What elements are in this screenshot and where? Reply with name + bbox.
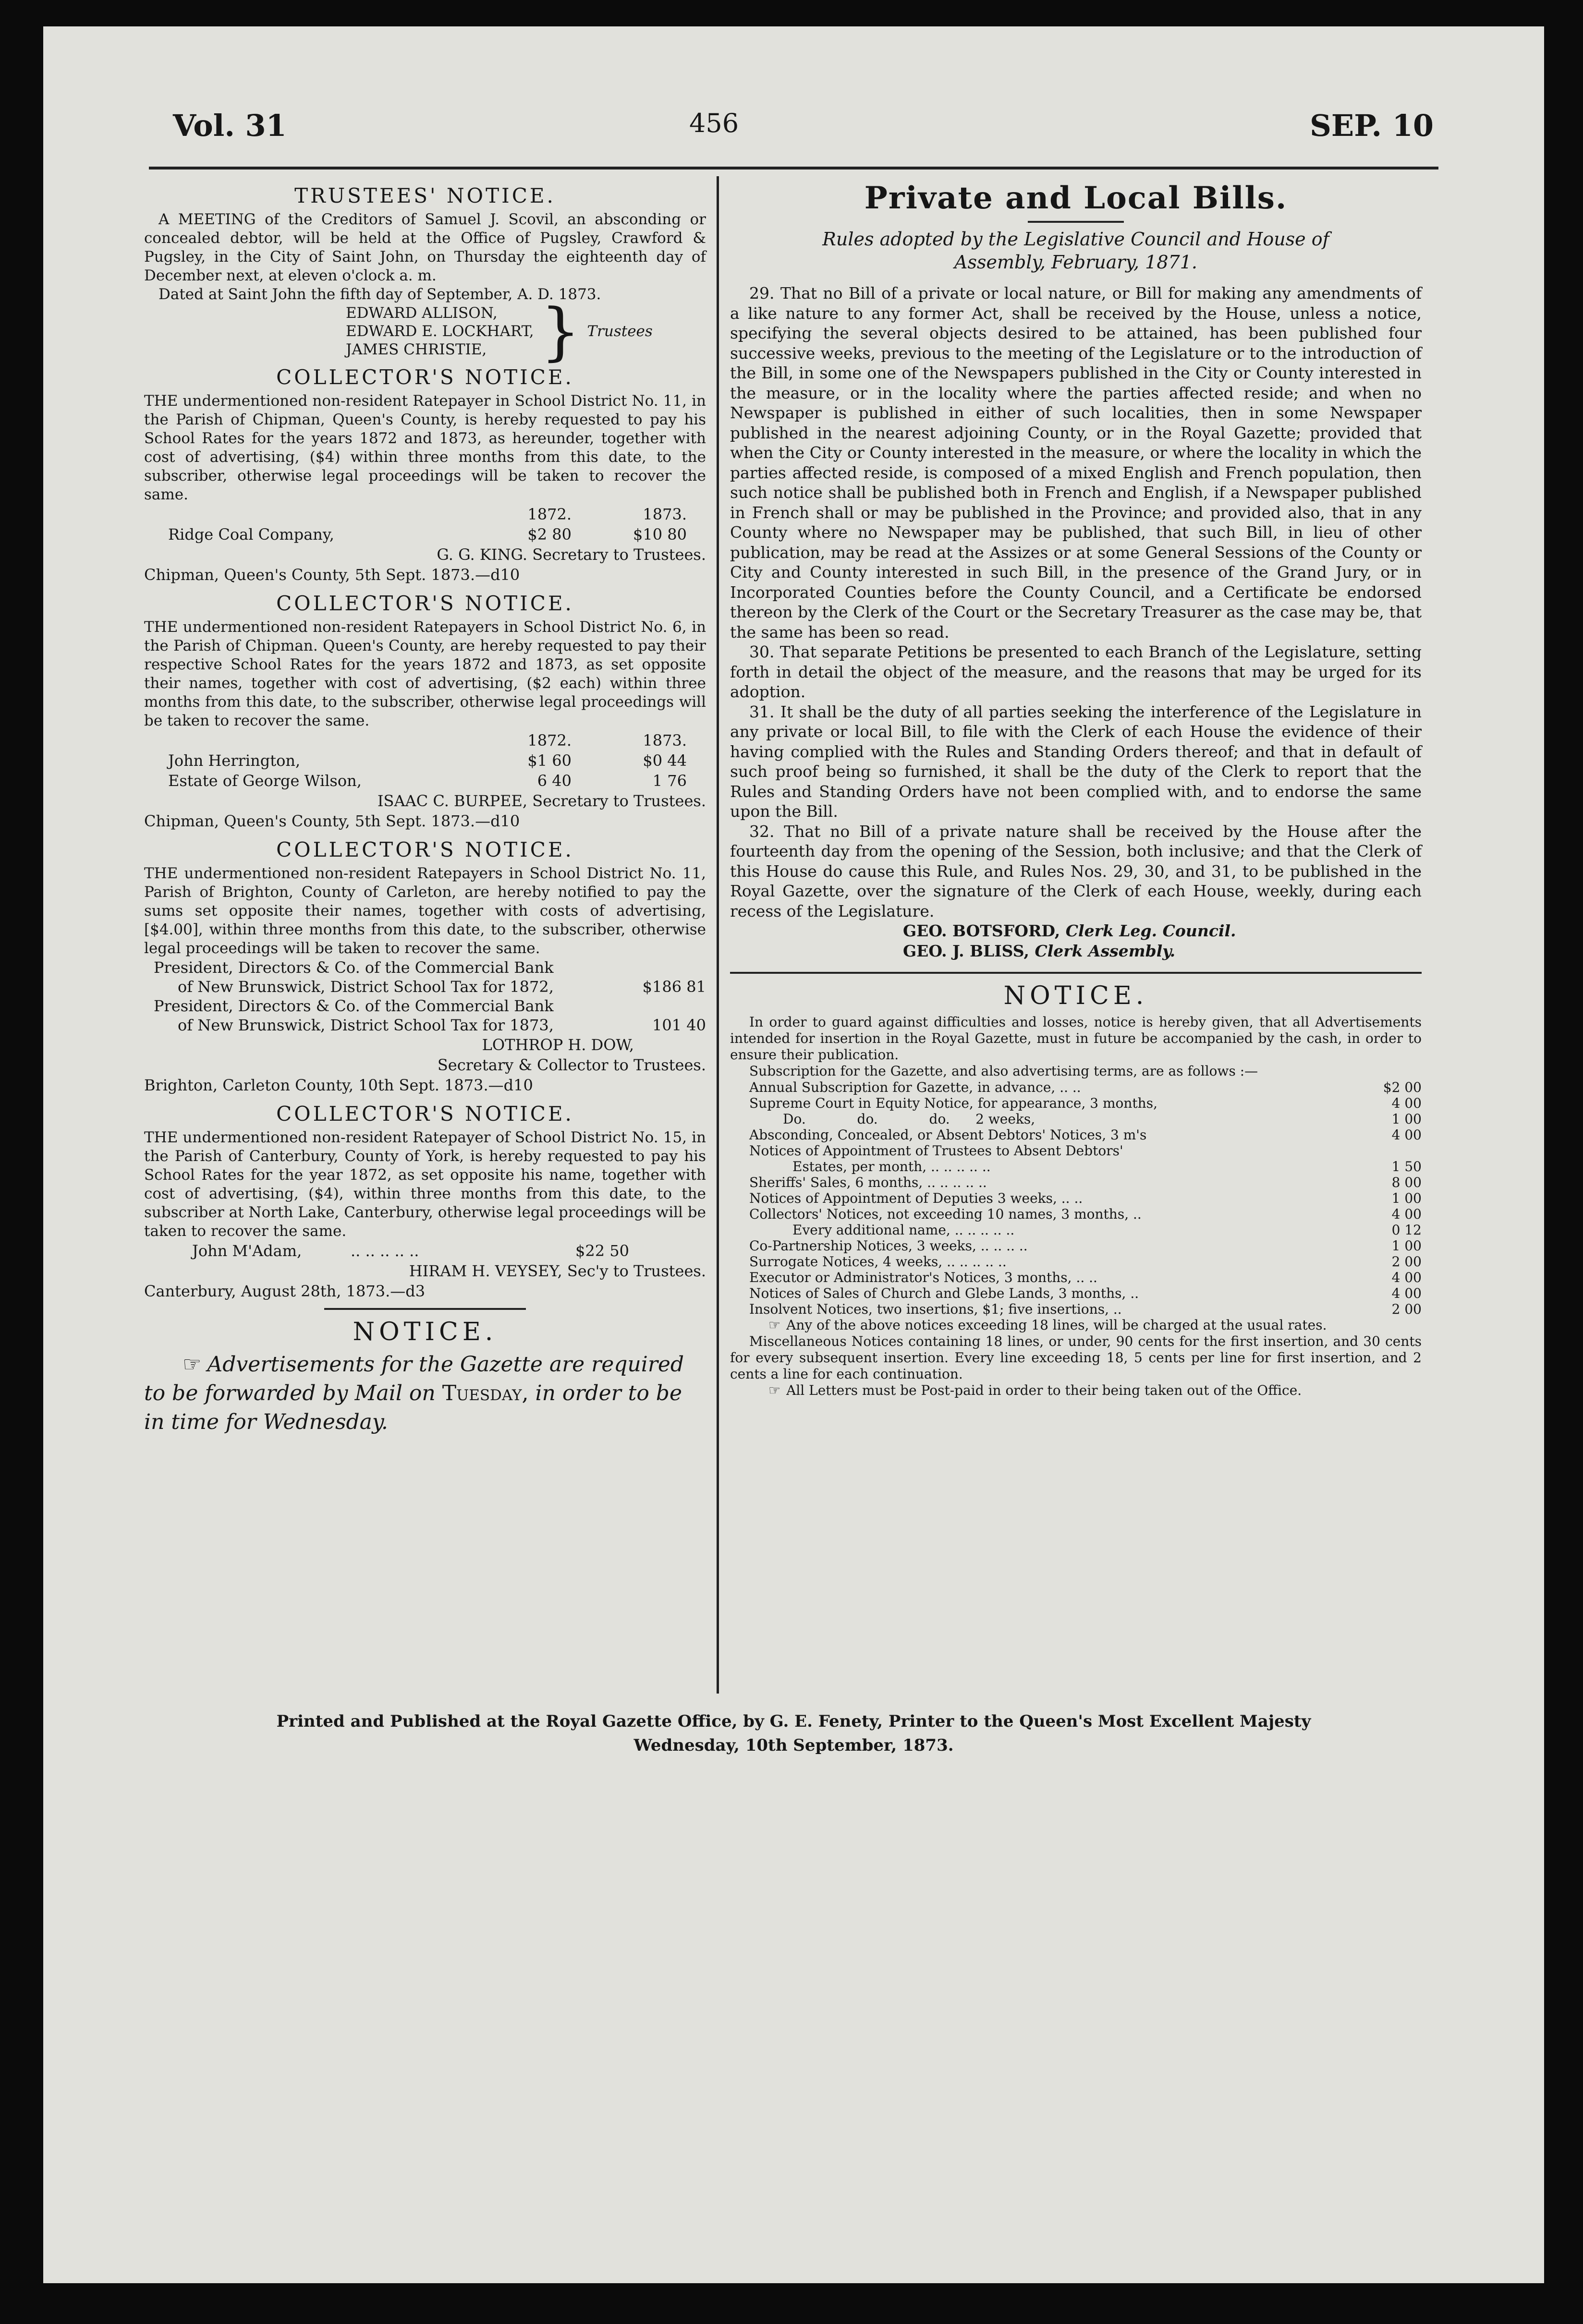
- rate-row: Notices of Appointment of Deputies 3 weeks, .. .. 1 00: [749, 1190, 1422, 1206]
- pointing-hand-icon: ☞: [183, 1352, 202, 1377]
- rate-row: Surrogate Notices, 4 weeks, .. .. .. .. .. 2 00: [749, 1254, 1422, 1270]
- rate-row: Sheriffs' Sales, 6 months, .. .. .. .. .. 8 00: [749, 1174, 1422, 1190]
- rate-row: Executor or Administrator's Notices, 3 months, .. .. 4 00: [749, 1270, 1422, 1285]
- header-rule: [149, 167, 1438, 169]
- trustees-role: Trustees: [587, 323, 653, 340]
- collector-notice-brighton: [144, 838, 706, 1095]
- signature: G. G. KING. Secretary to Trustees.: [437, 545, 706, 564]
- bank-row: of New Brunswick, District School Tax for 1873, 101 40: [178, 1016, 706, 1034]
- rate-row: Insolvent Notices, two insertions, $1; five insertions, .. 2 00: [749, 1301, 1422, 1317]
- trustee-name: EDWARD ALLISON,: [346, 304, 498, 322]
- rate-row: Every additional name, .. .. .. .. .. 0 12: [792, 1222, 1422, 1238]
- signature-name: LOTHROP H. DOW,: [482, 1036, 634, 1054]
- clerk-signature: GEO. J. BLISS, Clerk Assembly.: [903, 942, 1176, 960]
- notice-body: THE undermentioned non-resident Ratepayers in School District No. 11, Parish of Brighton, County of Carleton, are hereby notified to pay the sums set opposite their names, together with costs of advertising, [$4.00], within three months from this date, to the subscriber, otherwise legal proceedings will be taken to recover the same.: [144, 865, 706, 957]
- signature-role: Secretary & Collector to Trustees.: [437, 1056, 706, 1074]
- brace-glyph: }: [540, 295, 581, 368]
- notice-body: THE undermentioned non-resident Ratepayers in School District No. 6, in the Parish of Chipman. Queen's County, are hereby requested to pay their respective School Rates for the years 1872 and 1873, as set opposite their names, together with cost of advertising, ($2 each) within three months from this date, to the subscriber, otherwise legal proceedings will be taken to recover the same.: [144, 618, 706, 729]
- ratepayer-row: Estate of George Wilson, 6 40 1 76: [168, 772, 687, 790]
- notice-title: NOTICE.: [1003, 981, 1148, 1010]
- rate-row: Do. do. do. 2 weeks, 1 00: [783, 1111, 1422, 1127]
- right-column: [730, 180, 1422, 1399]
- rate-row: Co-Partnership Notices, 3 weeks, .. .. .. .. 1 00: [749, 1238, 1422, 1254]
- notice-paragraph: Miscellaneous Notices containing 18 lines, or under, 90 cents for the first insertion, and 30 cents for every subsequent insertion. Every line exceeding 18, 5 cents per line for first insertion, and 2 cents a line for each continuation.: [730, 1333, 1422, 1382]
- rate-row: Annual Subscription for Gazette, in advance, .. .. $2 00: [749, 1079, 1422, 1095]
- clerk-signature: GEO. BOTSFORD, Clerk Leg. Council.: [903, 921, 1236, 940]
- bills-subtitle: Rules adopted by the Legislative Council and House of Assembly, February, 1871.: [822, 229, 1329, 273]
- rate-row: Notices of Sales of Church and Glebe Lands, 3 months, .. 4 00: [749, 1285, 1422, 1301]
- left-column: [144, 180, 706, 1437]
- pointing-hand-icon: ☞: [768, 1317, 781, 1333]
- rate-row: Supreme Court in Equity Notice, for appearance, 3 months, 4 00: [749, 1095, 1422, 1111]
- imprint-line: Printed and Published at the Royal Gazette Office, by G. E. Fenety, Printer to the Queen's Most Excellent Majesty: [276, 1712, 1311, 1731]
- title-rule: [1028, 221, 1124, 223]
- bank-tax-list: [144, 958, 706, 1035]
- rates-table: [730, 1079, 1422, 1317]
- signature: HIRAM H. VEYSEY, Sec'y to Trustees.: [409, 1262, 706, 1280]
- notice-title: COLLECTOR'S NOTICE.: [276, 365, 574, 389]
- collector-notice-chipman-11: [144, 365, 706, 585]
- rate-row: Estates, per month, .. .. .. .. .. 1 50: [792, 1159, 1422, 1174]
- imprint-date: Wednesday, 10th September, 1873.: [633, 1736, 954, 1755]
- dateline: Chipman, Queen's County, 5th Sept. 1873.—d10: [144, 812, 520, 830]
- volume-label: Vol. 31: [173, 108, 287, 143]
- ratepayer-row: John M'Adam, .. .. .. .. .. $22 50: [192, 1242, 629, 1260]
- dateline: Chipman, Queen's County, 5th Sept. 1873.—d10: [144, 566, 520, 584]
- trustees-notice-title: TRUSTEES' NOTICE.: [294, 184, 556, 207]
- trustee-name: EDWARD E. LOCKHART,: [346, 323, 534, 340]
- pointing-hand-icon: ☞: [768, 1382, 781, 1398]
- column-divider: [717, 176, 719, 1694]
- bank-row: of New Brunswick, District School Tax for 1872, $186 81: [178, 978, 706, 996]
- collector-notice-canterbury: [144, 1102, 706, 1301]
- notice-title: COLLECTOR'S NOTICE.: [276, 592, 574, 615]
- notice-body: THE undermentioned non-resident Ratepayer of School District No. 15, in the Parish of Canterbury, County of York, is hereby requested to pay his School Rates for the year 1872, as set opposite his name, together with cost of advertising, ($4), within three months from this date, to the subscriber at North Lake, Canterbury, otherwise legal proceedings will be taken to recover the same.: [144, 1129, 706, 1240]
- years-row: 1872. 1873.: [527, 505, 687, 523]
- notice-paragraph: In order to guard against difficulties and losses, notice is hereby given, that all Advertisements intended for insertion in the Royal Gazette, must in future be accompanied by the cash, in order to ensure their publication.: [730, 1014, 1422, 1063]
- gazette-page: [43, 26, 1544, 2283]
- notice-paragraph: Subscription for the Gazette, and also advertising terms, are as follows :—: [749, 1063, 1258, 1079]
- right-notice: [730, 981, 1422, 1399]
- bills-rules: [730, 283, 1422, 921]
- trustee-name: JAMES CHRISTIE,: [346, 341, 487, 358]
- ratepayer-row: Ridge Coal Company, $2 80 $10 80: [168, 525, 687, 544]
- notice-title: NOTICE.: [353, 1318, 498, 1346]
- years-row: 1872. 1873.: [527, 731, 687, 750]
- trustees-notice-dated: Dated at Saint John the fifth day of September, A. D. 1873.: [158, 286, 601, 303]
- rule-31: 31. It shall be the duty of all parties seeking the interference of the Legislature in any private or local Bill, to file with the Clerk of each House the evidence of their having complied with the Rules and Standing Orders thereof; and that in default of such proof being so furnished, it shall be the duty of the Clerk to report that the Rules and Standing Orders have not been complied with, and to endorse the same upon the Bill.: [730, 702, 1422, 821]
- collector-notice-chipman-6: [144, 592, 706, 831]
- rule-29: 29. That no Bill of a private or local nature, or Bill for making any amendments of a like nature to any former Act, shall be received by the House, unless a notice, specifying the several objects desired to be attained, has been published four successive weeks, previous to the meeting of the Legislature or to the introduction of the Bill, in some one of the Newspapers published in the City or County interested in the measure, or in the locality where the parties affected reside; and when no Newspaper is published in either of such localities, then in some Newspaper published in the nearest adjoining County, or in the Royal Gazette; provided that when the City or County interested in the measure, or where the locality in which the parties affected reside, is composed of a mixed English and French population, then such notice shall be published both in French and English, if a Newspaper published in French shall or may be published in the Province; and provided also, that in any County where no Newspaper may be published, that such Bill, in lieu of other publication, may be read at the Assizes or at some General Sessions of the County or City and County interested in such Bill, in the presence of the Grand Jury, or in Incorporated Counties before the County Council, and a Certificate be endorsed thereon by the Clerk of the Court or the Secretary Treasurer as the case may be, that the same has been so read.: [730, 284, 1422, 642]
- page-number: 456: [689, 108, 739, 138]
- notice-title: COLLECTOR'S NOTICE.: [276, 1102, 574, 1126]
- notice-text: ☞ Advertisements for the Gazette are required to be forwarded by Mail on Tuesday, in order to be in time for Wednesday.: [144, 1350, 706, 1437]
- rule-30: 30. That separate Petitions be presented to each Branch of the Legislature, setting forth in detail the object of the measure, and the reasons that may be urged for its adoption.: [730, 642, 1422, 701]
- trustees-list: [346, 295, 706, 368]
- section-rule: [730, 972, 1422, 974]
- notice-body: THE undermentioned non-resident Ratepayer in School District No. 11, in the Parish of Chipman, Queen's County, is hereby requested to pay his School Rates for the years 1872 and 1873, as hereunder, together with cost of advertising, ($4) within three months from this date, to the subscriber, otherwise legal proceedings will be taken to recover the same.: [144, 392, 706, 503]
- signature: ISAAC C. BURPEE, Secretary to Trustees.: [377, 792, 706, 810]
- left-notice: [144, 1318, 706, 1437]
- dateline: Canterbury, August 28th, 1873.—d3: [144, 1282, 426, 1300]
- rate-row: Absconding, Concealed, or Absent Debtors' Notices, 3 m's 4 00: [749, 1127, 1422, 1143]
- rate-row: Notices of Appointment of Trustees to Absent Debtors': [749, 1143, 1123, 1159]
- trustees-notice: [144, 184, 706, 368]
- dateline: Brighton, Carleton County, 10th Sept. 1873.—d10: [144, 1076, 533, 1094]
- section-rule: [324, 1308, 526, 1310]
- bills-title: Private and Local Bills.: [864, 180, 1288, 216]
- notice-paragraph: ☞ Any of the above notices exceeding 18 lines, will be charged at the usual rates.: [730, 1317, 1422, 1333]
- bank-row-line1: President, Directors & Co. of the Commercial Bank: [154, 997, 554, 1015]
- notice-paragraph: ☞ All Letters must be Post-paid in order to their being taken out of the Office.: [730, 1382, 1422, 1399]
- issue-date: SEP. 10: [1310, 108, 1434, 143]
- rate-row: Collectors' Notices, not exceeding 10 names, 3 months, .. 4 00: [749, 1206, 1422, 1222]
- notice-title: COLLECTOR'S NOTICE.: [276, 838, 574, 861]
- rule-32: 32. That no Bill of a private nature shall be received by the House after the fourteenth day from the opening of the Session, both inclusive; and that the Clerk of this House do cause this Rule, and Rules Nos. 29, 30, and 31, to be published in the Royal Gazette, over the signature of the Clerk of each House, weekly, during each recess of the Legislature.: [730, 822, 1422, 920]
- bank-row-line1: President, Directors & Co. of the Commercial Bank: [154, 958, 554, 977]
- ratepayer-row: John Herrington, $1 60 $0 44: [168, 751, 687, 770]
- trustees-notice-body: A MEETING of the Creditors of Samuel J. Scovil, an absconding or concealed debtor, will be held at the Office of Pugsley, Crawford & Pugsley, in the City of Saint John, on Thursday the eighteenth day of December next, at eleven o'clock a. m.: [144, 211, 706, 284]
